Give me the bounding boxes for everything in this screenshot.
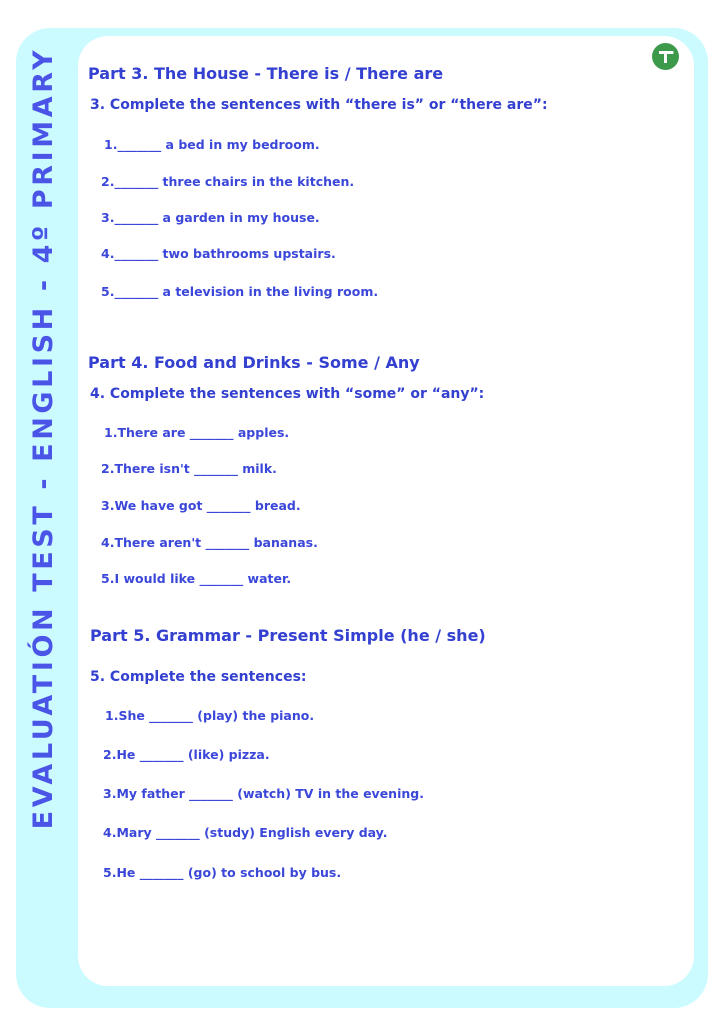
part4-item-3: 3.We have got _______ bread. xyxy=(101,498,301,513)
part5-item-5: 5.He _______ (go) to school by bus. xyxy=(103,865,342,880)
part5-item-2: 2.He _______ (like) pizza. xyxy=(103,747,270,762)
part5-item-4: 4.Mary _______ (study) English every day. xyxy=(103,825,388,840)
part5-item-1: 1.She _______ (play) the piano. xyxy=(105,708,315,723)
part3-title: Part 3. The House - There is / There are xyxy=(88,64,444,83)
part4-instruction: 4. Complete the sentences with “some” or “any”: xyxy=(90,386,485,402)
part5-title: Part 5. Grammar - Present Simple (he / she) xyxy=(90,626,486,645)
part3-item-1: 1._______ a bed in my bedroom. xyxy=(104,137,320,152)
part5-instruction: 5. Complete the sentences: xyxy=(90,669,307,685)
part3-item-4: 4._______ two bathrooms upstairs. xyxy=(101,246,336,261)
part3-instruction: 3. Complete the sentences with “there is” or “there are”: xyxy=(90,97,548,113)
part4-item-1: 1.There are _______ apples. xyxy=(104,425,290,440)
part4-item-2: 2.There isn't _______ milk. xyxy=(101,461,277,476)
part4-item-4: 4.There aren't _______ bananas. xyxy=(101,535,318,550)
part5-item-3: 3.My father _______ (watch) TV in the evening. xyxy=(103,786,424,801)
part3-item-2: 2._______ three chairs in the kitchen. xyxy=(101,174,355,189)
side-title: EVALUATIÓN TEST - ENGLISH - 4º PRIMARY xyxy=(28,46,59,830)
part4-item-5: 5.I would like _______ water. xyxy=(101,571,292,586)
part3-item-5: 5._______ a television in the living room. xyxy=(101,284,379,299)
school-logo-icon xyxy=(652,43,679,70)
part3-item-3: 3._______ a garden in my house. xyxy=(101,210,320,225)
part4-title: Part 4. Food and Drinks - Some / Any xyxy=(88,353,420,372)
